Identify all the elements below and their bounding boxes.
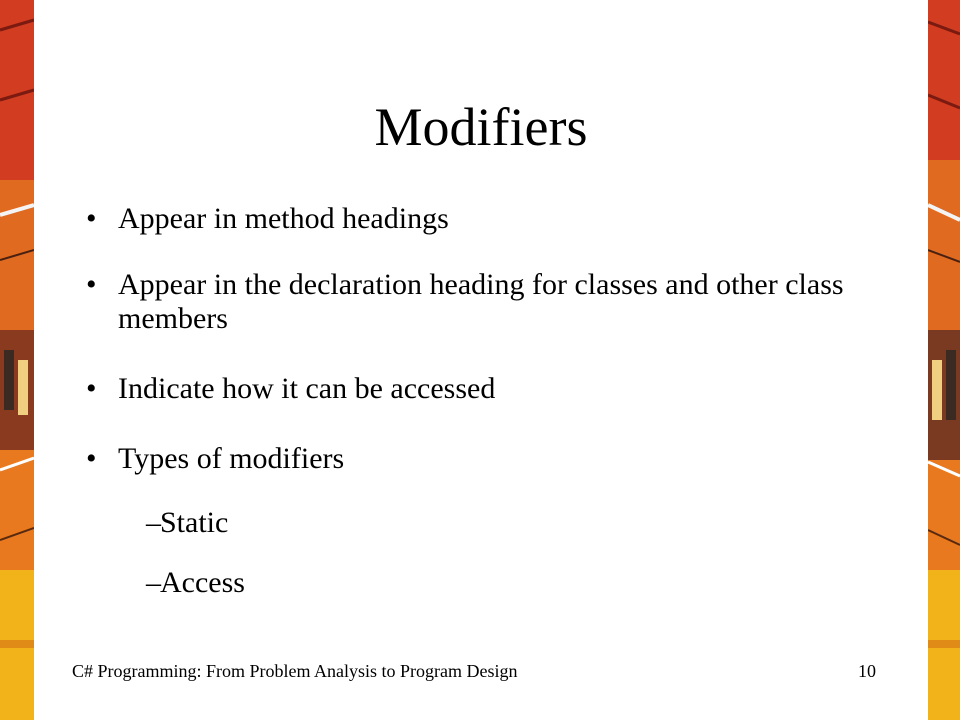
bullet-marker: • — [86, 202, 97, 235]
sub-bullet-marker: – — [146, 506, 161, 539]
page-number: 10 — [858, 661, 876, 681]
bullet-text: Appear in the declaration heading for classes and other class members — [118, 268, 844, 335]
slide-title: Modifiers — [374, 97, 588, 157]
bullet-text: Types of modifiers — [118, 442, 345, 475]
bullet-item — [86, 202, 866, 236]
bullet-text: Appear in method headings — [118, 202, 449, 235]
bullet-marker: • — [86, 268, 97, 301]
sub-bullet-marker: – — [146, 566, 161, 599]
bullet-marker: • — [86, 442, 97, 475]
footer-course-title: C# Programming: From Problem Analysis to Program Design — [72, 661, 518, 681]
sub-bullet-text: Static — [160, 506, 229, 539]
bullet-text: Indicate how it can be accessed — [118, 372, 496, 405]
sub-bullet-text: Access — [160, 566, 245, 599]
bullet-marker: • — [86, 372, 97, 405]
bullet-item — [86, 268, 866, 336]
sub-bullet-item — [146, 566, 746, 600]
sub-bullet-item — [146, 506, 746, 540]
bullet-item — [86, 442, 866, 476]
bullet-item — [86, 372, 866, 406]
